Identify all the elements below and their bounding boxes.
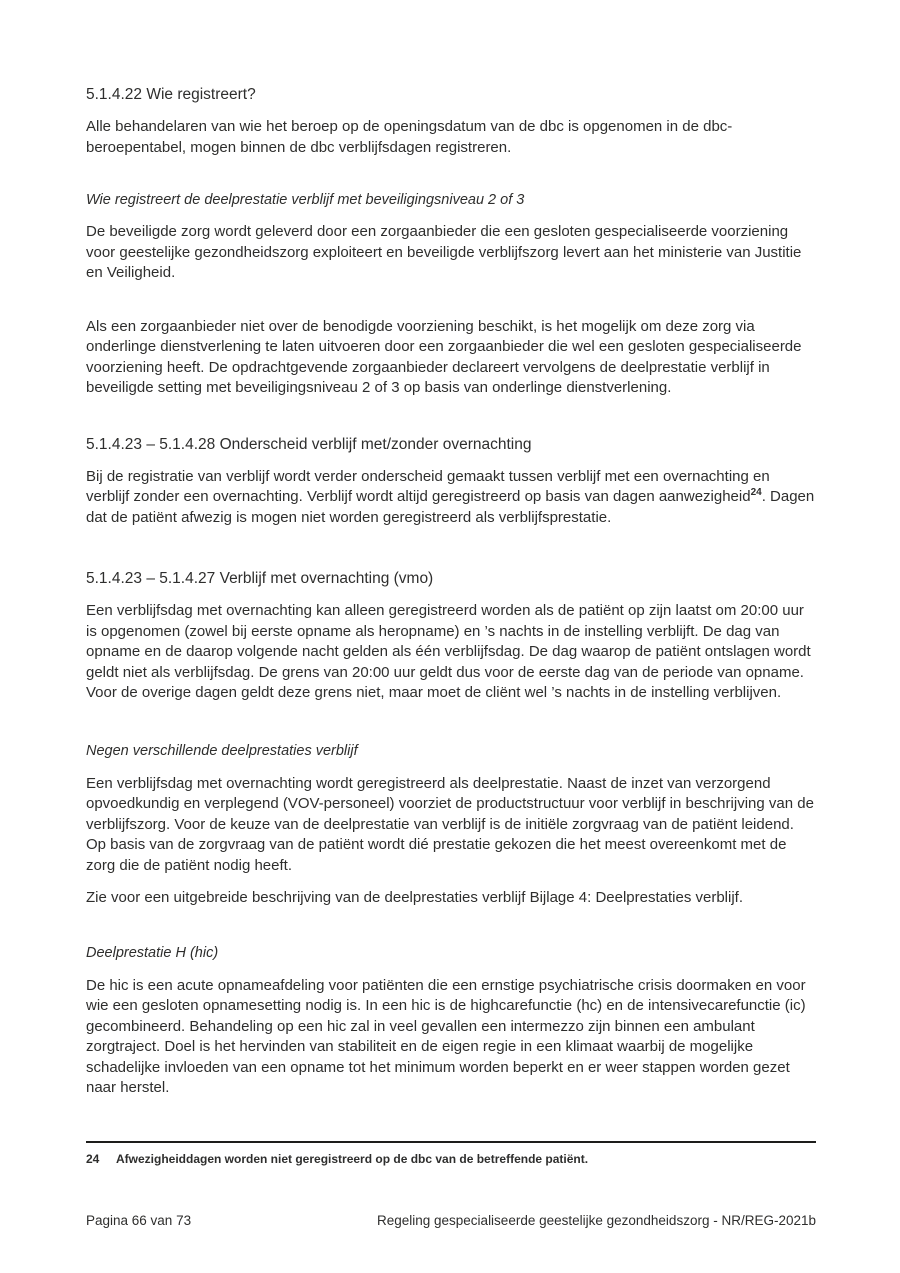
footnote-area	[86, 1141, 816, 1167]
footnote-number: 24	[86, 1152, 100, 1166]
document-content	[86, 84, 816, 1099]
page-footer	[86, 1212, 816, 1229]
section-heading-onderscheid: 5.1.4.23 – 5.1.4.28 Onderscheid verblijf met/zonder overnachting	[86, 435, 532, 453]
footnote	[86, 1152, 816, 1167]
paragraph-beveiligde-zorg: De beveiligde zorg wordt geleverd door een zorgaanbieder die een gesloten gespecialiseerde voorziening voor geestelijke gezondheidszorg exploiteert en beveiligde verblijfszorg levert aan het ministerie van Justitie en Veiligheid.	[86, 223, 802, 281]
paragraph-text-after-footnote: . Dagen dat de patiënt afwezig is mogen niet worden geregistreerd als verblijfsprestatie.	[86, 488, 815, 526]
footnote-text: Afwezigheiddagen worden niet geregistreerd op de dbc van de betreffende patiënt.	[116, 1152, 589, 1166]
footer-page-number: Pagina 66 van 73	[86, 1213, 192, 1228]
paragraph-text-before-footnote: Bij de registratie van verblijf wordt verder onderscheid gemaakt tussen verblijf met een overnachting en verblijf zonder een overnachting. Verblijf wordt altijd geregistreerd op basis van dagen aanwezigheid	[86, 467, 770, 505]
paragraph-negen-deelprestaties: Een verblijfsdag met overnachting wordt geregistreerd als deelprestatie. Naast de inzet van verzorgend opvoedkundig en verplegend (VOV-personeel) voorziet de productstructuur voor verblijf in beschrijving van de verblijfszorg. Voor de keuze van de deelprestatie van verblijf is de initiële zorgvraag van de patiënt leidend. Op basis van de zorgvraag van de patiënt wordt dié prestatie gekozen die het meest overeenkomt met de zorg die de patiënt nodig heeft.	[86, 774, 814, 874]
section-heading-vmo: 5.1.4.23 – 5.1.4.27 Verblijf met overnachting (vmo)	[86, 570, 434, 587]
paragraph-registratie-verblijf	[86, 467, 816, 529]
footnote-divider	[86, 1141, 816, 1143]
footer-document-title: Regeling gespecialiseerde geestelijke gezondheidszorg - NR/REG-2021b	[376, 1213, 816, 1228]
paragraph-onderlinge-dienstverlening: Als een zorgaanbieder niet over de benodigde voorziening beschikt, is het mogelijk om deze zorg via onderlinge dienstverlening te laten uitvoeren door een zorgaanbieder die wel een gesloten gespecialiseerde voorziening heeft. De opdrachtgevende zorgaanbieder declareert vervolgens de deelprestatie verblijf in beveiligde setting met beveiligingsniveau 2 of 3 op basis van onderlinge dienstverlening.	[86, 317, 802, 396]
section-heading-wie-registreert: 5.1.4.22 Wie registreert?	[86, 86, 256, 103]
subheading-negen-deelprestaties: Negen verschillende deelprestaties verblijf	[86, 742, 358, 759]
paragraph-vmo: Een verblijfsdag met overnachting kan alleen geregistreerd worden als de patiënt op zijn laatst om 20:00 uur is opgenomen (zowel bij eerste opname als heropname) en ’s nachts in de instelling verblijft. De dag van opname en de daarop volgende nacht gelden als één verblijfsdag. De dag waarop de patiënt ontslagen wordt geldt niet als verblijfsdag. De grens van 20:00 uur geldt dus voor de eerste dag van de periode van opname. Voor de overige dagen geldt deze grens niet, maar moet de cliënt wel ’s nachts in de instelling verblijven.	[86, 602, 811, 701]
paragraph-hic: De hic is een acute opnameafdeling voor patiënten die een ernstige psychiatrische crisis doormaken en voor wie een gesloten opnamesetting nodig is. In een hic is de highcarefunctie (hc) en de intensivecarefunctie (ic) gecombineerd. Behandeling op een hic zal in veel gevallen een intermezzo zijn binnen een ambulant zorgtraject. Doel is het hervinden van stabiliteit en de eigen regie in een klimaat waarbij de mogelijke schadelijke invloeden van een opname tot het minimum worden beperkt en er weer stappen worden gezet naar herstel.	[86, 976, 806, 1096]
subheading-beveiligingsniveau: Wie registreert de deelprestatie verblijf met beveiligingsniveau 2 of 3	[86, 192, 525, 208]
footnote-reference: 24	[750, 487, 762, 498]
subheading-deelprestatie-hic: Deelprestatie H (hic)	[86, 944, 219, 961]
paragraph-bijlage-verwijzing: Zie voor een uitgebreide beschrijving van de deelprestaties verblijf Bijlage 4: Deelprestaties verblijf.	[86, 889, 744, 906]
paragraph-behandelaren: Alle behandelaren van wie het beroep op de openingsdatum van de dbc is opgenomen in de dbc-beroepentabel, mogen binnen de dbc verblijfsdagen registreren.	[86, 118, 733, 156]
